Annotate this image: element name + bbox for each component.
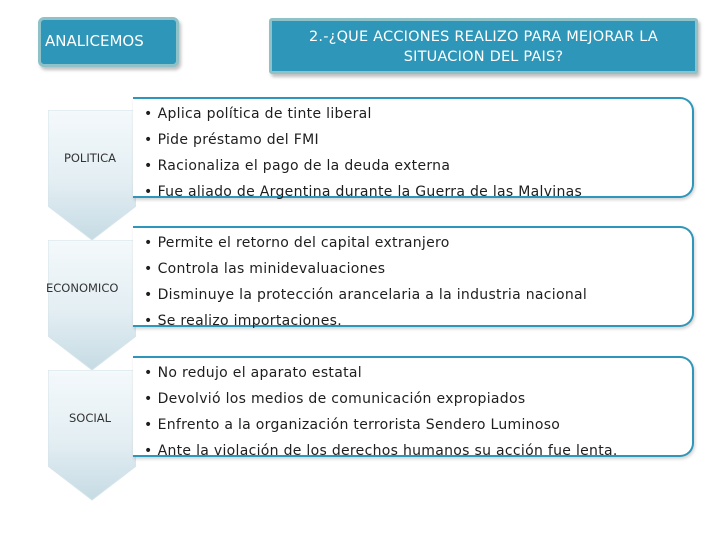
analicemos-label: ANALICEMOS <box>45 32 144 50</box>
section-label-social: SOCIAL <box>68 411 112 425</box>
chevron-social <box>48 370 136 501</box>
list-item: • Fue aliado de Argentina durante la Guerra de las Malvinas <box>144 184 583 200</box>
slide-title-box <box>269 18 698 74</box>
analicemos-badge <box>38 17 179 67</box>
chevron-politica <box>48 110 136 241</box>
list-item: • Devolvió los medios de comunicación expropiados <box>144 391 526 407</box>
list-item: • No redujo el aparato estatal <box>144 365 362 381</box>
list-item: • Permite el retorno del capital extranjero <box>144 235 450 251</box>
card-politica <box>133 97 694 198</box>
card-economico <box>133 226 694 327</box>
chevron-economico <box>48 240 136 371</box>
list-item: • Enfrento a la organización terrorista Sendero Luminoso <box>144 417 561 433</box>
slide-title-line-2: SITUACION DEL PAIS? <box>403 49 564 65</box>
slide-title-line-1: 2.-¿QUE ACCIONES REALIZO PARA MEJORAR LA <box>309 29 658 45</box>
section-label-politica: POLITICA <box>63 151 117 165</box>
list-item: • Ante la violación de los derechos humanos su acción fue lenta. <box>144 443 618 459</box>
list-item: • Se realizo importaciones. <box>144 313 342 329</box>
list-item: • Racionaliza el pago de la deuda externa <box>144 158 451 174</box>
card-social <box>133 356 694 457</box>
section-label-economico: ECONOMICO <box>46 281 119 295</box>
list-item: • Controla las minidevaluaciones <box>144 261 386 277</box>
list-item: • Aplica política de tinte liberal <box>144 106 372 122</box>
list-item: • Disminuye la protección arancelaria a la industria nacional <box>144 287 588 303</box>
list-item: • Pide préstamo del FMI <box>144 132 319 148</box>
